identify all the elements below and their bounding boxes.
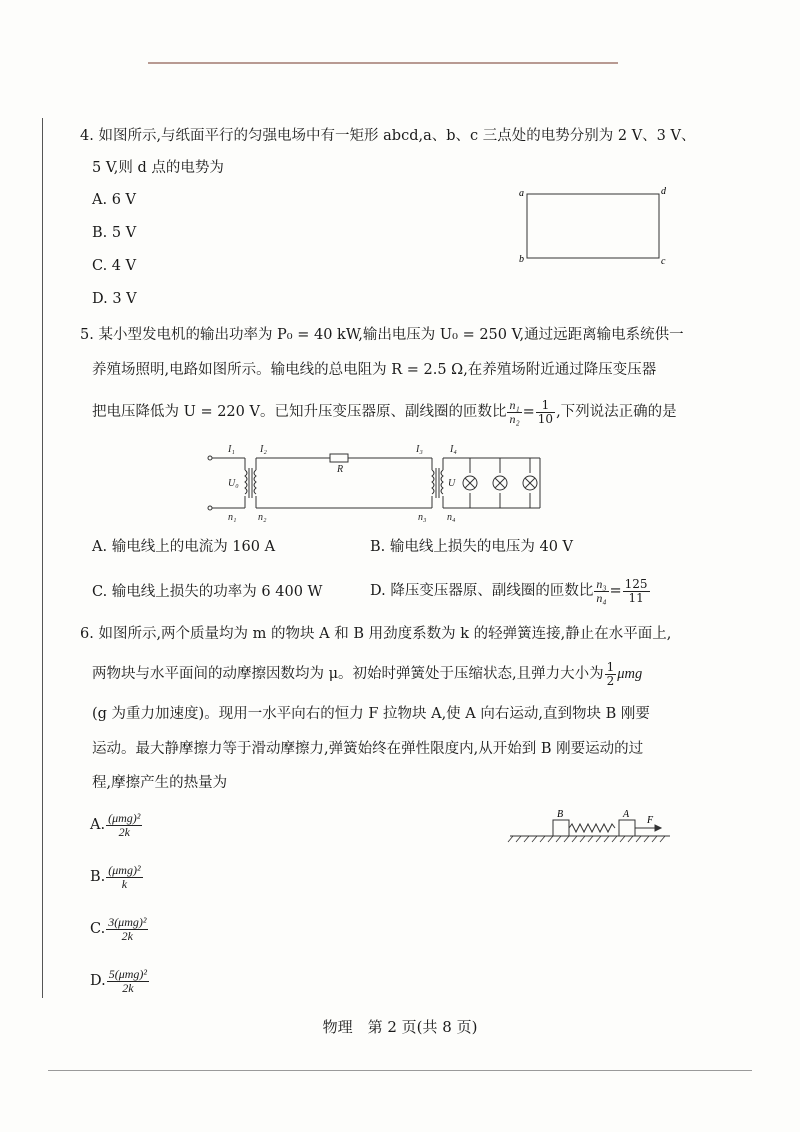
q5-turns-value-den: 10 bbox=[537, 411, 554, 426]
spring-icon bbox=[569, 824, 615, 832]
q5-label-n2: n₂ bbox=[258, 512, 267, 523]
q6-half-den: 2 bbox=[606, 673, 615, 688]
q6-option-b bbox=[90, 860, 144, 894]
q6-label-f: F bbox=[647, 815, 654, 826]
q5-option-d-ratio bbox=[594, 578, 608, 604]
q5-label-n4: n₄ bbox=[447, 512, 456, 523]
q5-option-b: B. 输电线上损失的电压为 40 V bbox=[370, 539, 574, 555]
q4-option-b: B. 5 V bbox=[92, 225, 137, 241]
q5-stem-line3-tail: ,下列说法正确的是 bbox=[556, 404, 677, 420]
q6-option-d-den: 2k bbox=[122, 980, 134, 995]
force-arrow-icon bbox=[655, 825, 661, 831]
q5-label-i1: I₁ bbox=[228, 444, 235, 455]
q6-stem-line2-text: 两物块与水平面间的动摩擦因数均为 μ。初始时弹簧处于压缩状态,且弹力大小为 bbox=[92, 666, 604, 682]
q6-option-c bbox=[90, 912, 149, 946]
q5-option-d-equals: = bbox=[609, 583, 622, 599]
q5-turns-n1: n₁ bbox=[509, 397, 520, 412]
q6-option-a-fraction bbox=[106, 812, 142, 838]
q5-turns-value-num: 1 bbox=[536, 399, 555, 413]
q4-label-c: c bbox=[661, 256, 666, 267]
q5-label-i4: I₄ bbox=[450, 444, 457, 455]
q4-label-b: b bbox=[519, 254, 524, 265]
q6-half-num: 1 bbox=[606, 659, 615, 674]
q5-option-a: A. 输电线上的电流为 160 A bbox=[92, 539, 276, 555]
q4-option-c: C. 4 V bbox=[92, 258, 137, 274]
q6-option-a-den: 2k bbox=[118, 824, 130, 839]
q5-option-d-value-den: 11 bbox=[628, 590, 644, 605]
q6-option-d-fraction bbox=[107, 968, 149, 994]
q5-stem-line2: 养殖场照明,电路如图所示。输电线的总电阻为 R = 2.5 Ω,在养殖场附近通过降压变压器 bbox=[92, 362, 657, 378]
q4-label-d: d bbox=[661, 186, 666, 197]
q6-option-b-den: k bbox=[121, 876, 128, 891]
q5-equals: = bbox=[522, 404, 535, 420]
q5-label-n1: n₁ bbox=[228, 512, 237, 523]
q6-option-a bbox=[90, 808, 143, 842]
q6-label-a: A bbox=[623, 809, 630, 820]
q6-stem-line4: 运动。最大静摩擦力等于滑动摩擦力,弹簧始终在弹性限度内,从开始到 B 刚要运动的过 bbox=[92, 741, 644, 757]
q5-turns-n2: n₂ bbox=[509, 411, 520, 426]
q6-option-d-num: 5(μmg)² bbox=[108, 966, 147, 981]
q5-stem-line3-text: 把电压降低为 U = 220 V。已知升压变压器原、副线圈的匝数比 bbox=[92, 404, 507, 420]
q4-option-d: D. 3 V bbox=[92, 291, 137, 307]
q6-option-b-num: (μmg)² bbox=[108, 862, 141, 877]
q5-label-u: U bbox=[448, 478, 456, 489]
block-b bbox=[553, 820, 569, 836]
q4-stem-line1: 4. 如图所示,与纸面平行的匀强电场中有一矩形 abcd,a、b、c 三点处的电势分别为 2 V、3 V、 bbox=[80, 128, 696, 144]
q5-option-d-value-num: 125 bbox=[624, 576, 648, 591]
q5-circuit-diagram bbox=[200, 440, 560, 524]
page-footer: 物理 第 2 页(共 8 页) bbox=[322, 1018, 478, 1036]
q6-stem-line5: 程,摩擦产生的热量为 bbox=[92, 775, 228, 791]
q5-option-d-n4: n₄ bbox=[596, 590, 607, 605]
q5-option-d-n3: n₃ bbox=[596, 576, 607, 591]
q5-turns-ratio-fraction bbox=[507, 399, 521, 425]
footer-rule bbox=[48, 1070, 752, 1071]
q6-option-c-fraction bbox=[106, 916, 148, 942]
q6-option-c-label: C. bbox=[90, 921, 106, 937]
q5-label-i2: I₂ bbox=[260, 444, 267, 455]
q6-option-d bbox=[90, 964, 150, 998]
q6-option-b-fraction bbox=[106, 864, 142, 890]
q4-stem-line2: 5 V,则 d 点的电势为 bbox=[92, 160, 224, 176]
q5-label-i3: I₃ bbox=[416, 444, 423, 455]
q6-option-c-num: 3(μmg)² bbox=[108, 914, 147, 929]
q5-label-n3: n₃ bbox=[418, 512, 427, 523]
q6-stem-line3: (g 为重力加速度)。现用一水平向右的恒力 F 拉物块 A,使 A 向右运动,直到物块 B 刚要 bbox=[92, 706, 650, 722]
margin-rule bbox=[42, 118, 43, 998]
q6-stem-line1: 6. 如图所示,两个质量均为 m 的物块 A 和 B 用劲度系数为 k 的轻弹簧连接,静止在水平面上, bbox=[80, 626, 672, 642]
q5-option-d-value bbox=[623, 578, 650, 604]
q5-option-d bbox=[370, 576, 651, 606]
q6-umg: μmg bbox=[617, 666, 643, 682]
q6-option-a-label: A. bbox=[90, 817, 106, 833]
q5-turns-value-fraction bbox=[536, 399, 555, 425]
q6-half-fraction bbox=[605, 661, 617, 687]
q5-label-u0: U₀ bbox=[228, 478, 239, 489]
block-a bbox=[619, 820, 635, 836]
q6-stem-line2 bbox=[92, 660, 642, 688]
header-rule bbox=[148, 62, 618, 64]
q4-option-a: A. 6 V bbox=[92, 192, 136, 208]
q5-option-c: C. 输电线上损失的功率为 6 400 W bbox=[92, 584, 323, 600]
q5-label-r: R bbox=[337, 464, 344, 475]
q6-option-a-num: (μmg)² bbox=[108, 810, 141, 825]
q4-label-a: a bbox=[519, 188, 524, 199]
q5-stem-line3 bbox=[92, 398, 677, 426]
q6-label-b: B bbox=[557, 809, 564, 820]
q5-option-d-text: D. 降压变压器原、副线圈的匝数比 bbox=[370, 583, 594, 599]
q4-rectangle-figure bbox=[510, 182, 672, 268]
q6-option-b-label: B. bbox=[90, 869, 106, 885]
q6-option-d-label: D. bbox=[90, 973, 106, 989]
q6-option-c-den: 2k bbox=[121, 928, 133, 943]
q6-blocks-spring-figure bbox=[505, 806, 675, 844]
q5-stem-line1: 5. 某小型发电机的输出功率为 P₀ = 40 kW,输出电压为 U₀ = 250 V,通过远距离输电系统供一 bbox=[80, 327, 684, 343]
